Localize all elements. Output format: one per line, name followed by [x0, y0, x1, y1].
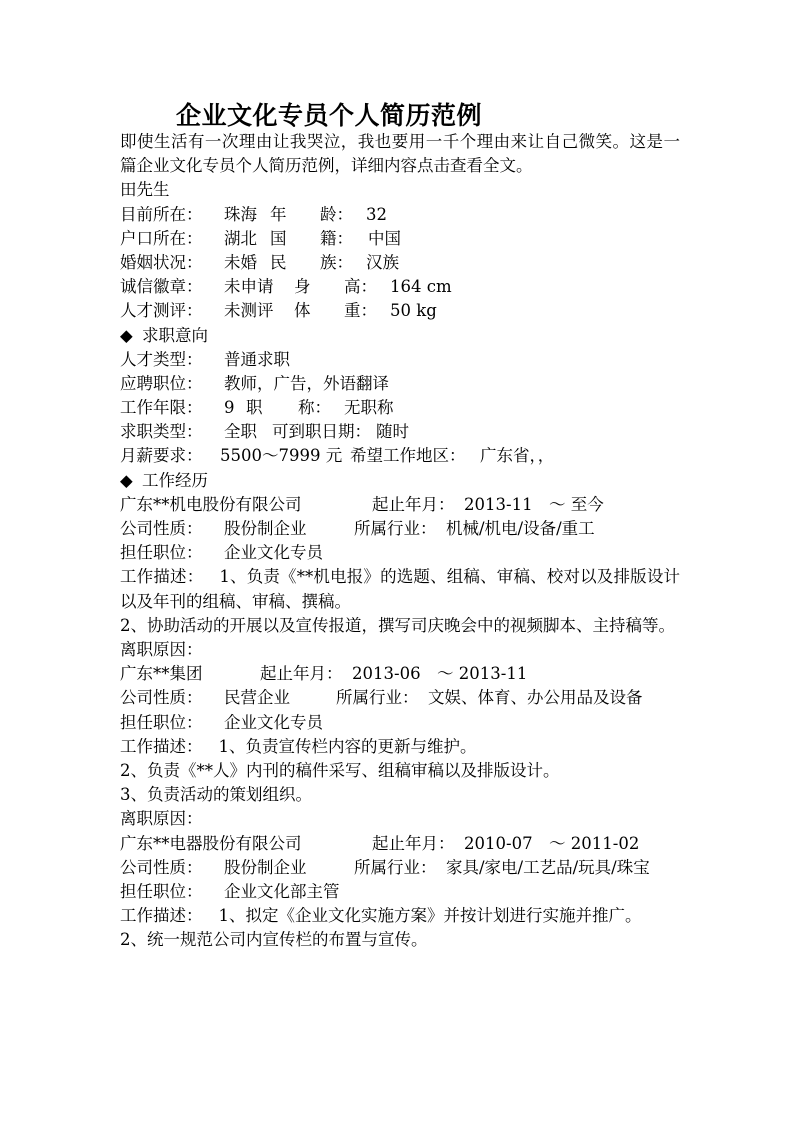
intent-row-jobtype	[120, 420, 680, 444]
field-value: 企业文化专员	[224, 712, 323, 732]
job-company-row	[120, 493, 680, 517]
field-value: 汉族	[366, 252, 399, 272]
field-value: 50 kg	[390, 301, 437, 321]
section-heading-intent	[120, 324, 680, 348]
field-label: 身	[294, 277, 311, 297]
resume-body	[120, 130, 680, 952]
description-text: 1、负责宣传栏内容的更新与维护。	[218, 736, 477, 756]
description-item: 2、统一规范公司内宣传栏的布置与宣传。	[120, 930, 428, 950]
description-item: 2、负责《**人》内刊的稿件采写、组稿审稿以及排版设计。	[120, 760, 560, 780]
field-label: 月薪要求：	[120, 446, 203, 466]
job-role-row	[120, 880, 680, 904]
candidate-name: 田先生	[120, 180, 170, 200]
field-value: 164 cm	[390, 277, 452, 297]
field-label: 称：	[298, 398, 331, 418]
field-value: 家具/家电/工艺品/玩具/珠宝	[446, 857, 650, 877]
field-label: 希望工作地区：	[350, 446, 466, 466]
field-label: 人才类型：	[120, 349, 203, 369]
field-label: 民	[270, 252, 287, 272]
field-label: 户口所在：	[120, 228, 203, 248]
job-nature-row	[120, 517, 680, 541]
field-label: 籍：	[320, 228, 353, 248]
field-label: 所属行业：	[336, 688, 419, 708]
field-label: 起止年月：	[372, 833, 455, 853]
field-label: 担任职位：	[120, 881, 203, 901]
field-label: 诚信徽章：	[120, 277, 203, 297]
job-nature-row	[120, 856, 680, 880]
field-label: 起止年月：	[260, 664, 343, 684]
field-value: 股份制企业	[224, 519, 307, 539]
description-text: 1、负责《**机电报》的选题、组稿、审稿、校对以及排版设计以及年刊的组稿、审稿、撰稿。	[120, 567, 680, 611]
field-value: 无职称	[344, 398, 394, 418]
section-title: 求职意向	[142, 325, 208, 345]
section-heading-experience	[120, 469, 680, 493]
job-role-row	[120, 711, 680, 735]
section-title: 工作经历	[142, 470, 208, 490]
personal-row-hukou	[120, 227, 680, 251]
field-label: 体	[294, 301, 311, 321]
field-label: 公司性质：	[120, 519, 203, 539]
job-description	[120, 735, 680, 759]
field-value: 民营企业	[224, 688, 290, 708]
field-label: 所属行业：	[354, 857, 437, 877]
field-label: 族：	[320, 252, 353, 272]
field-label: 求职类型：	[120, 422, 203, 442]
personal-row-location	[120, 203, 680, 227]
job-description	[120, 904, 680, 928]
field-label: 担任职位：	[120, 543, 203, 563]
field-value: 5500～7999 元	[220, 446, 343, 466]
field-label: 年	[270, 204, 287, 224]
diamond-bullet-icon: ◆	[120, 325, 133, 345]
field-label: 应聘职位：	[120, 373, 203, 393]
field-label: 工作年限：	[120, 398, 203, 418]
job-nature-row	[120, 686, 680, 710]
intro-paragraph: 即使生活有一次理由让我哭泣，我也要用一千个理由来让自己微笑。这是一篇企业文化专员个人简历范例，详细内容点击查看全文。	[120, 132, 680, 176]
description-item: 3、负责活动的策划组织。	[120, 785, 312, 805]
field-label: 公司性质：	[120, 688, 203, 708]
field-label: 目前所在：	[120, 204, 203, 224]
field-label: 担任职位：	[120, 712, 203, 732]
field-label: 职	[246, 398, 263, 418]
field-value: 广东省，，	[480, 446, 555, 466]
document-title: 企业文化专员个人简历范例	[176, 101, 483, 130]
job-role-row	[120, 541, 680, 565]
field-label: 高：	[344, 277, 377, 297]
field-label: 公司性质：	[120, 857, 203, 877]
description-item: 2、协助活动的开展以及宣传报道，撰写司庆晚会中的视频脚本、主持稿等。	[120, 615, 675, 635]
intent-row-salary	[120, 444, 680, 468]
field-value: 股份制企业	[224, 857, 307, 877]
job-company: 广东**电器股份有限公司	[120, 833, 302, 853]
personal-row-assessment	[120, 299, 680, 323]
field-value: 企业文化部主管	[224, 881, 340, 901]
field-label: 所属行业：	[354, 519, 437, 539]
job-description	[120, 565, 680, 613]
field-label: 可到职日期：	[272, 422, 371, 442]
field-value: 未婚	[224, 252, 257, 272]
field-value: 全职	[224, 422, 257, 442]
field-label: 重：	[344, 301, 377, 321]
job-period: 2013-06 ～ 2013-11	[352, 664, 528, 684]
field-value: 随时	[376, 422, 409, 442]
job-period: 2013-11 ～ 至今	[464, 494, 604, 514]
field-label: 婚姻状况：	[120, 252, 203, 272]
field-label: 人才测评：	[120, 301, 203, 321]
job-company: 广东**集团	[120, 664, 203, 684]
intent-row-position	[120, 372, 680, 396]
field-value: 湖北	[224, 228, 257, 248]
job-company: 广东**机电股份有限公司	[120, 494, 302, 514]
field-label: 工作描述：	[120, 567, 204, 587]
intent-row-type	[120, 348, 680, 372]
field-label: 工作描述：	[120, 736, 203, 756]
field-value: 中国	[368, 228, 401, 248]
field-value: 珠海	[224, 204, 257, 224]
job-company-row	[120, 662, 680, 686]
field-label: 国	[270, 228, 287, 248]
personal-row-credit	[120, 275, 680, 299]
field-value: 教师，广告，外语翻译	[224, 373, 389, 393]
job-company-row	[120, 832, 680, 856]
field-label: 工作描述：	[120, 906, 203, 926]
field-value: 9	[224, 398, 235, 418]
field-value: 文娱、体育、办公用品及设备	[428, 688, 643, 708]
field-label: 龄：	[320, 204, 353, 224]
leave-reason: 离职原因：	[120, 809, 203, 829]
field-value: 32	[366, 204, 387, 224]
intent-row-years	[120, 396, 680, 420]
field-value: 机械/机电/设备/重工	[446, 519, 595, 539]
leave-reason: 离职原因：	[120, 640, 203, 660]
description-text: 1、拟定《企业文化实施方案》并按计划进行实施并推广。	[218, 906, 642, 926]
field-value: 企业文化专员	[224, 543, 323, 563]
field-label: 起止年月：	[372, 494, 455, 514]
field-value: 普通求职	[224, 349, 290, 369]
diamond-bullet-icon: ◆	[120, 470, 133, 490]
job-period: 2010-07 ～ 2011-02	[464, 833, 640, 853]
field-value: 未申请	[224, 277, 274, 297]
field-value: 未测评	[224, 301, 274, 321]
personal-row-marital	[120, 251, 680, 275]
